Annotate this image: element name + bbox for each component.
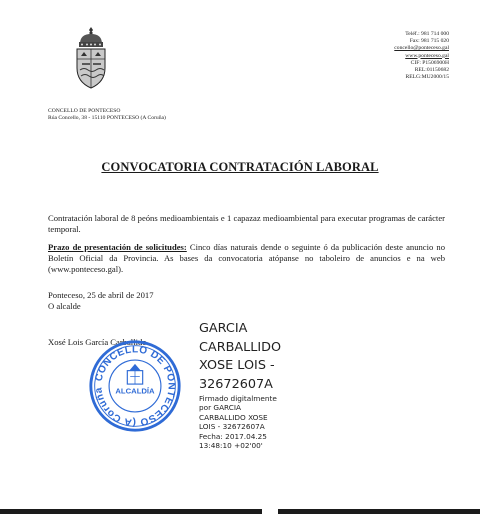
signature-detail-line: por GARCIA: [199, 403, 242, 413]
deadline-paragraph: [48, 242, 445, 274]
rel-text: REL:01150682: [414, 67, 449, 74]
signer-role: O alcalde: [48, 301, 81, 311]
document-title: CONVOCATORIA CONTRATACIÓN LABORAL: [101, 160, 379, 174]
signature-detail-line: LOIS - 32672607A: [199, 422, 265, 432]
signer-name: Xosé Lois García Carballido: [48, 337, 147, 347]
municipal-crest-icon: [72, 26, 110, 90]
job-description: Contratación laboral de 8 peóns medioambientais e 1 capazaz medioambiental para executar programas de carácter temporal.: [48, 213, 445, 234]
bottom-bar: [0, 509, 480, 514]
relg-text: RELG:MU2000/15: [405, 74, 449, 81]
place-date: Ponteceso, 25 de abril de 2017: [48, 290, 154, 300]
council-street: Rúa Concello, 38 - 15110 PONTECESO (A Coruña): [48, 115, 166, 122]
signature-name-line: CARBALLIDO: [199, 339, 282, 355]
website-link[interactable]: www.ponteceso.gal: [405, 52, 449, 59]
signature-detail-line: CARBALLIDO XOSE: [199, 412, 268, 422]
signature-detail-line: Fecha: 2017.04.25: [199, 431, 267, 441]
signature-name-line: GARCIA: [199, 321, 248, 336]
signature-detail-line: 13:48:10 +02'00': [199, 441, 263, 451]
contact-info: [394, 31, 449, 81]
fax-text: Fax: 981 715 020: [409, 38, 449, 45]
digital-signature-name: [199, 320, 281, 394]
closing: [48, 290, 154, 312]
signature-detail-line: Firmado digitalmente: [199, 394, 277, 403]
bottom-bar-gap: [262, 509, 278, 514]
cif-text: CIF: P1506900H: [410, 59, 449, 66]
deadline-text: Cinco días naturais dende o seguinte ó da publicación deste anuncio no Boletín Oficial da Provincia. As bases da convocatoria atópanse no taboleiro de anuncios e na web (www.ponteceso.gal).: [48, 242, 445, 274]
council-name: CONCELLO DE PONTECESO: [48, 108, 121, 114]
deadline-label: Prazo de presentación de solicitudes:: [48, 242, 187, 252]
signature-name-line: XOSE LOIS -: [199, 358, 275, 373]
seal-ring-text: CONCELLO DE PONTECESO (A Coruña: [93, 344, 177, 428]
official-seal-icon: [87, 338, 183, 434]
email-link[interactable]: concello@ponteceso.gal: [394, 45, 449, 52]
sender-address: [48, 108, 166, 122]
phone-text: Teléf.: 981 714 000: [405, 31, 449, 37]
signature-name-line: 32672607A: [199, 376, 273, 392]
seal-center-text: ALCALDÍA: [115, 386, 155, 396]
digital-signature-details: [199, 394, 277, 450]
